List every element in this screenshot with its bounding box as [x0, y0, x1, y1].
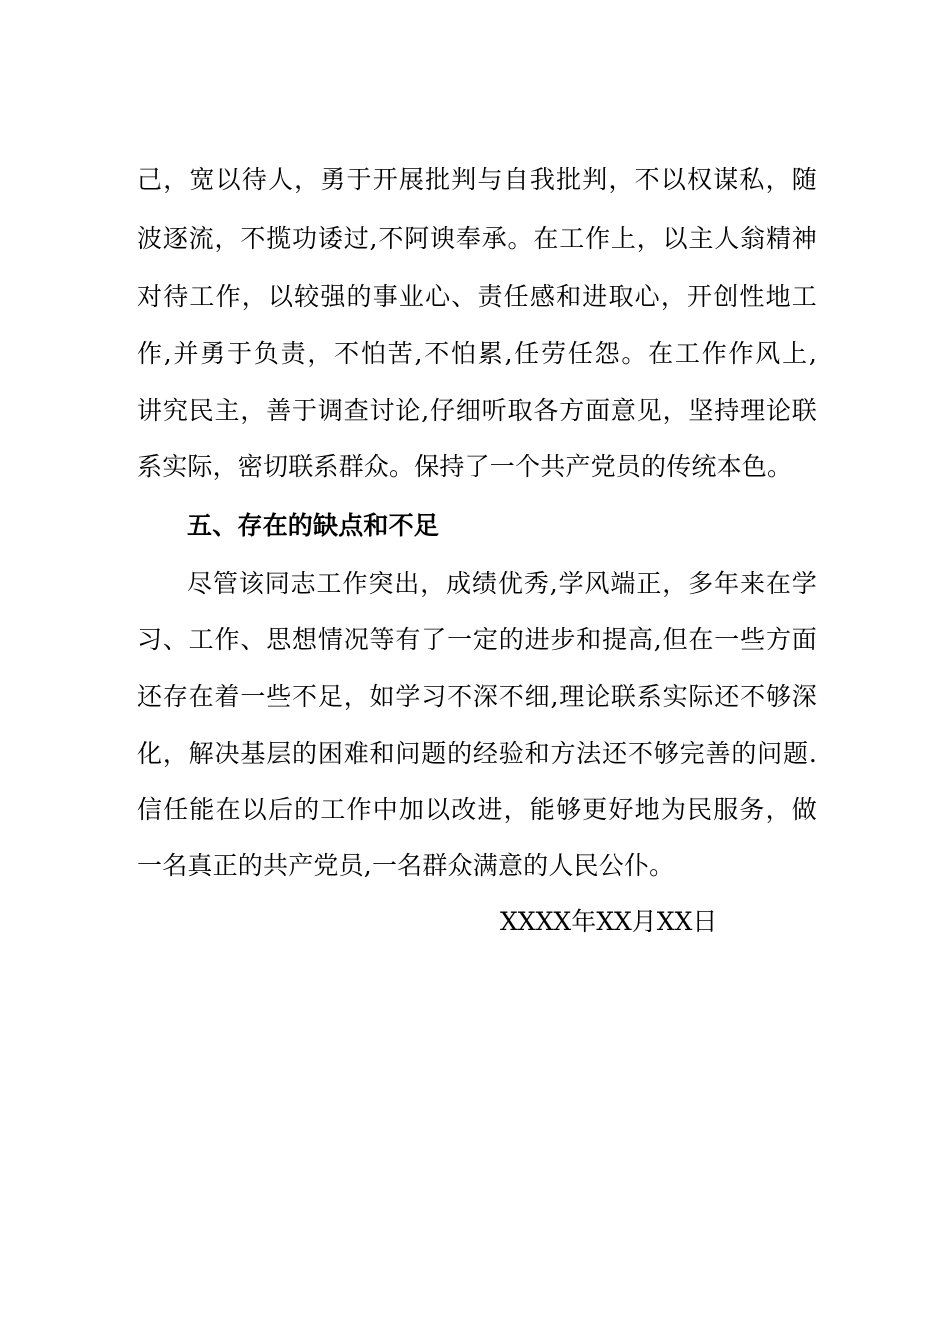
text-line: 还存在着一些不足，如学习不深不细,理论联系实际还不够深: [137, 682, 817, 711]
text-line: 化，解决基层的困难和问题的经验和方法还不够完善的问题.: [137, 739, 817, 768]
text-line: 对待工作，以较强的事业心、责任感和进取心，开创性地工: [137, 282, 817, 311]
document-date: XXXX年XX月XX日: [500, 907, 718, 936]
text-line: 作,并勇于负责，不怕苦,不怕累,任劳任怨。在工作作风上,: [137, 339, 817, 368]
text-line: 尽管该同志工作突出，成绩优秀,学风端正，多年来在学: [187, 569, 817, 598]
text-line: 系实际，密切联系群众。保持了一个共产党员的传统本色。: [137, 452, 793, 481]
text-line: 信任能在以后的工作中加以改进，能够更好地为民服务，做: [137, 795, 817, 824]
text-line: 讲究民主，善于调查讨论,仔细听取各方面意见，坚持理论联: [137, 396, 817, 425]
section-heading: 五、存在的缺点和不足: [187, 511, 440, 540]
text-line: 己，宽以待人，勇于开展批判与自我批判，不以权谋私，随: [137, 165, 817, 194]
text-line: 习、工作、思想情况等有了一定的进步和提高,但在一些方面: [137, 625, 817, 654]
text-line: 一名真正的共产党员,一名群众满意的人民公仆。: [137, 851, 675, 880]
text-line: 波逐流，不揽功诿过,不阿谀奉承。在工作上，以主人翁精神: [137, 224, 817, 253]
